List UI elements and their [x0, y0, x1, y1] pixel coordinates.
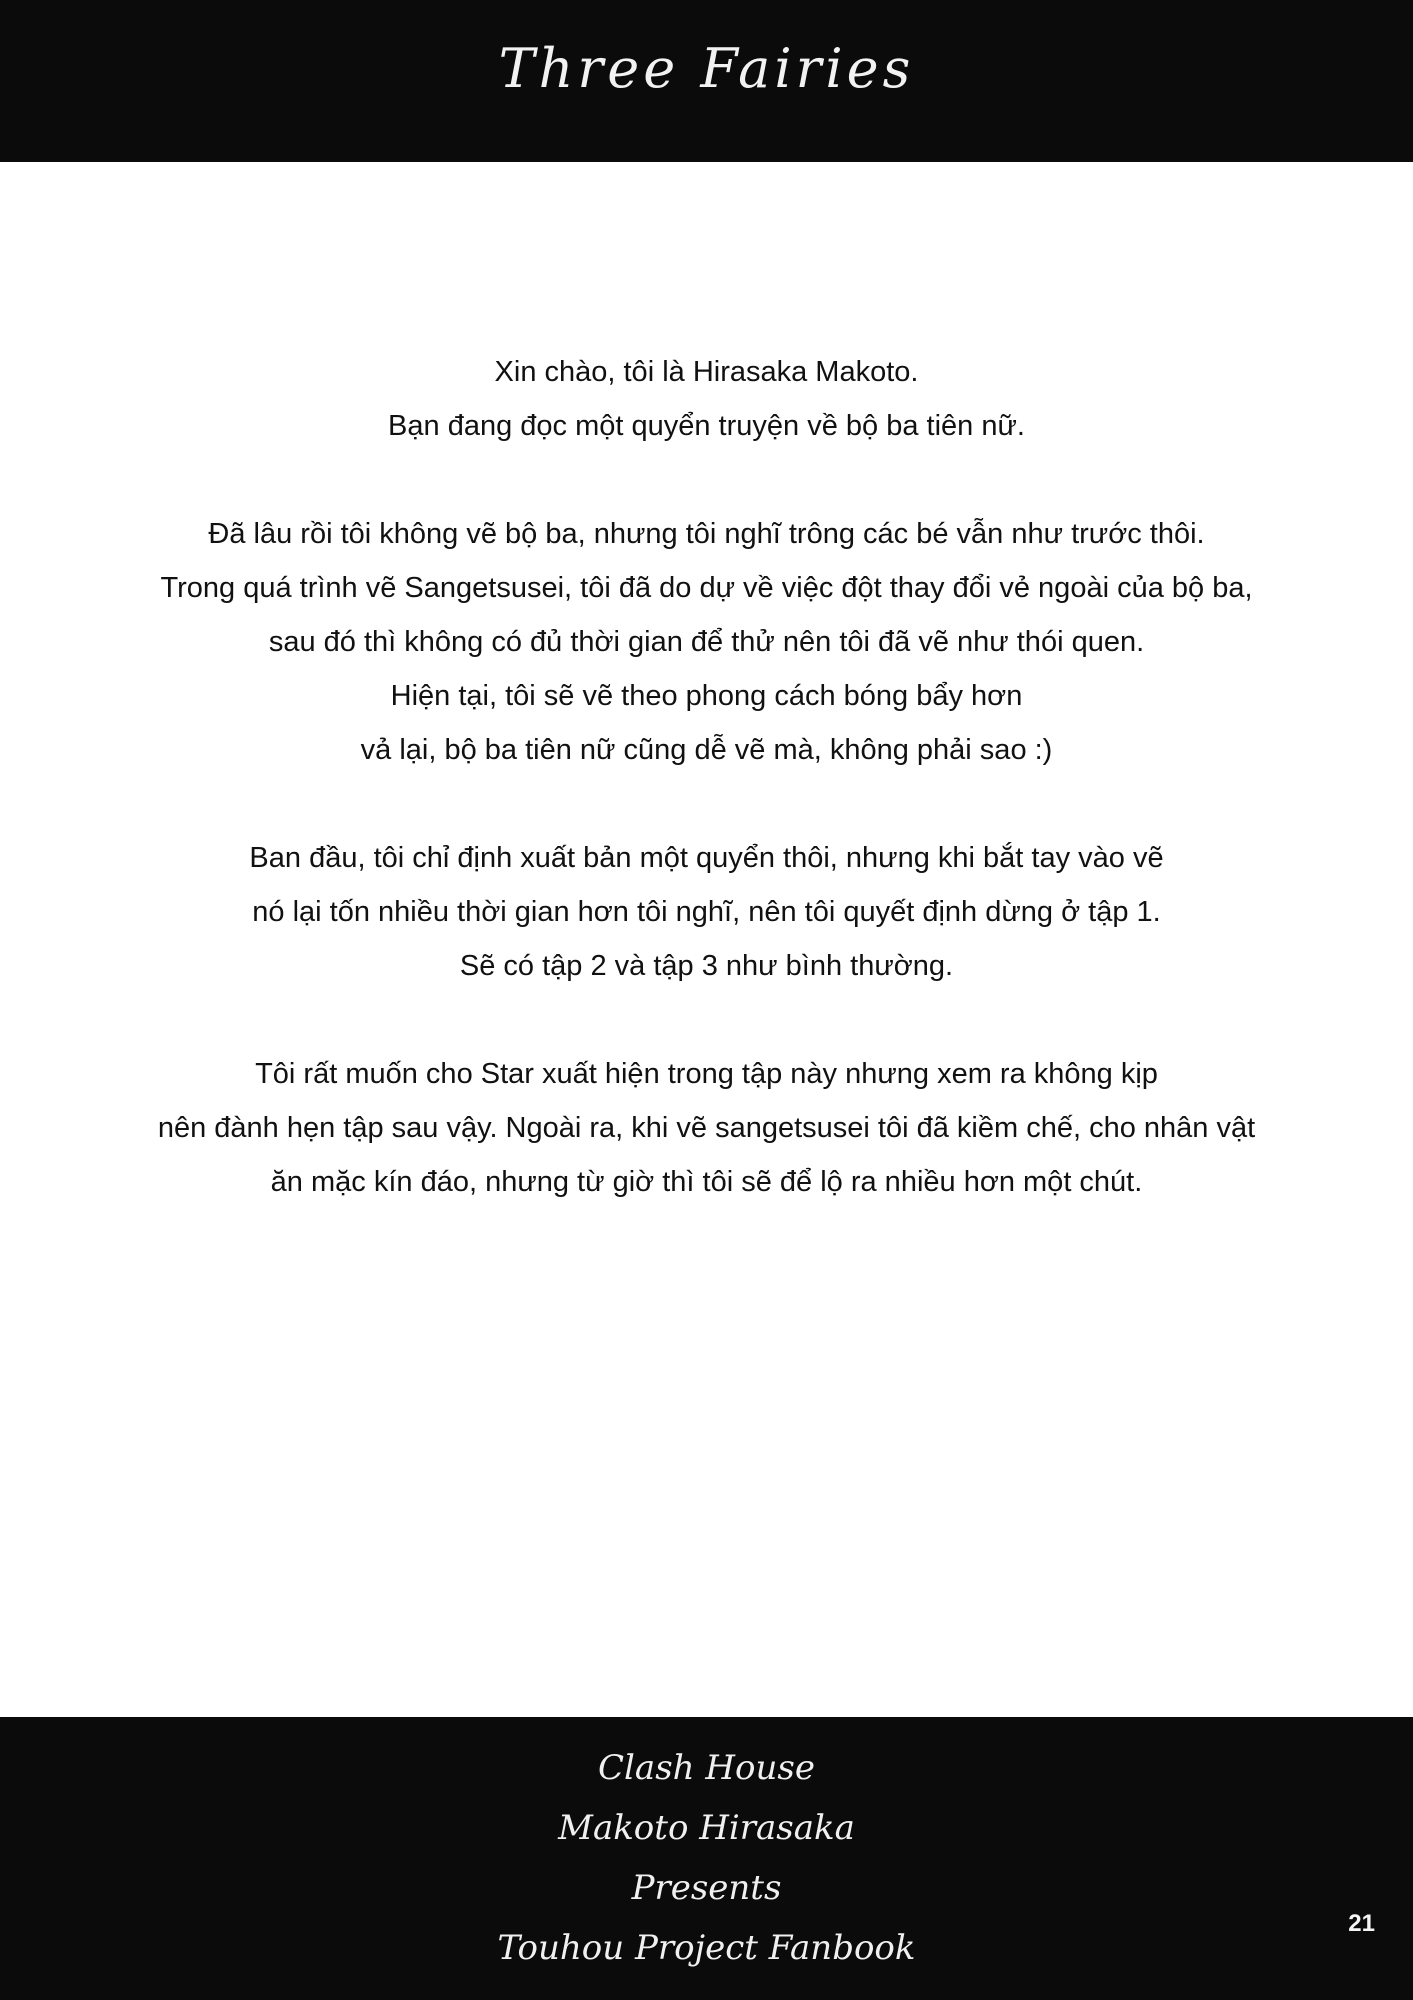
circle-name: Clash House	[598, 1748, 815, 1788]
text-line: Trong quá trình vẽ Sangetsusei, tôi đã do dự về việc đột thay đổi vẻ ngoài của bộ ba,	[160, 572, 1253, 604]
text-line: Xin chào, tôi là Hirasaka Makoto.	[494, 356, 919, 388]
text-line: vả lại, bộ ba tiên nữ cũng dễ vẽ mà, không phải sao :)	[360, 734, 1053, 766]
text-line: Sẽ có tập 2 và tập 3 như bình thường.	[459, 950, 954, 982]
presents-label: Presents	[631, 1868, 782, 1908]
paragraph-1	[120, 345, 1293, 453]
page-title: Three Fairies	[498, 37, 915, 100]
fanbook-subtitle: Touhou Project Fanbook	[497, 1928, 916, 1968]
author-name: Makoto Hirasaka	[558, 1808, 855, 1848]
text-line: Ban đầu, tôi chỉ định xuất bản một quyển thôi, nhưng khi bắt tay vào vẽ	[249, 842, 1164, 874]
footer-credits	[0, 1738, 1413, 1978]
text-line: Đã lâu rồi tôi không vẽ bộ ba, nhưng tôi nghĩ trông các bé vẫn như trước thôi.	[208, 518, 1205, 550]
afterword-text	[120, 345, 1293, 1263]
text-line: nên đành hẹn tập sau vậy. Ngoài ra, khi vẽ sangetsusei tôi đã kiềm chế, cho nhân vật	[157, 1112, 1256, 1144]
text-line: nó lại tốn nhiều thời gian hơn tôi nghĩ, nên tôi quyết định dừng ở tập 1.	[252, 896, 1161, 928]
text-line: Tôi rất muốn cho Star xuất hiện trong tập này nhưng xem ra không kịp	[255, 1058, 1158, 1090]
paragraph-2	[120, 507, 1293, 777]
page-number: 21	[1348, 1910, 1375, 1937]
paragraph-4	[120, 1047, 1293, 1209]
text-line: sau đó thì không có đủ thời gian để thử nên tôi đã vẽ như thói quen.	[268, 626, 1145, 658]
text-line: ăn mặc kín đáo, nhưng từ giờ thì tôi sẽ để lộ ra nhiều hơn một chút.	[270, 1166, 1143, 1198]
text-line: Hiện tại, tôi sẽ vẽ theo phong cách bóng bẩy hơn	[390, 680, 1023, 712]
paragraph-3	[120, 831, 1293, 993]
text-line: Bạn đang đọc một quyển truyện về bộ ba tiên nữ.	[388, 410, 1025, 442]
